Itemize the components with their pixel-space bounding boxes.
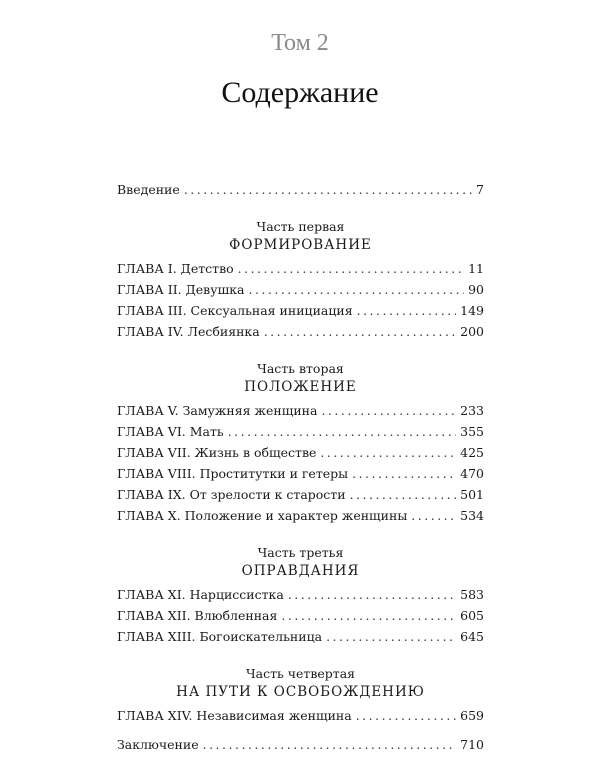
dot-leader [264,326,456,339]
toc-entry-label: ГЛАВА I. Детство [117,261,234,276]
part-heading [117,221,484,263]
toc-entry-introduction[interactable] [117,184,484,205]
toc-entry-label: ГЛАВА X. Положение и характер женщины [117,508,408,523]
toc-entry-label: Заключение [117,737,199,752]
part-title: ОПРАВДАНИЯ [241,563,360,579]
toc-entry-page: 11 [468,261,484,276]
toc-entry-page: 470 [460,466,484,481]
toc-entry-label: ГЛАВА XIV. Независимая женщина [117,708,352,723]
toc-entry-page: 90 [468,282,484,297]
toc-entry-page: 425 [460,445,484,460]
dot-leader [326,631,456,644]
toc-entry-chapter[interactable] [117,589,484,610]
toc-entry-label: ГЛАВА II. Девушка [117,282,245,297]
dot-leader [238,263,464,276]
dot-leader [320,447,456,460]
toc-entry-chapter[interactable] [117,468,484,489]
dot-leader [228,426,456,439]
toc-entry-page: 645 [460,629,484,644]
toc-entry-chapter[interactable] [117,710,484,731]
toc-entry-chapter[interactable] [117,631,484,652]
toc-entry-label: ГЛАВА VII. Жизнь в обществе [117,445,317,460]
toc-entry-label: ГЛАВА IX. От зрелости к старости [117,487,346,502]
toc-entry-page: 659 [460,708,484,723]
toc-entry-label: ГЛАВА IV. Лесбиянка [117,324,260,339]
toc-entry-label: ГЛАВА XIII. Богоискательница [117,629,323,644]
toc-entry-label: Введение [117,182,180,197]
table-of-contents [117,184,484,760]
part-label: Часть первая [256,219,345,234]
toc-entry-page: 583 [460,587,484,602]
dot-leader [248,284,464,297]
dot-leader [184,184,472,197]
part-heading [117,668,484,710]
toc-entry-page: 200 [460,324,484,339]
dot-leader [411,510,456,523]
dot-leader [352,468,456,481]
part-label: Часть четвертая [245,666,356,681]
toc-entry-label: ГЛАВА XII. Влюбленная [117,608,278,623]
toc-entry-page: 534 [460,508,484,523]
part-label: Часть третья [257,545,344,560]
toc-entry-chapter[interactable] [117,326,484,347]
toc-entry-chapter[interactable] [117,426,484,447]
part-heading [117,547,484,589]
toc-entry-page: 149 [460,303,484,318]
part-title: НА ПУТИ К ОСВОБОЖДЕНИЮ [176,684,425,700]
toc-entry-page: 233 [460,403,484,418]
volume-label: Том 2 [271,30,329,56]
dot-leader [288,589,456,602]
dot-leader [281,610,456,623]
toc-entry-chapter[interactable] [117,305,484,326]
toc-entry-label: ГЛАВА V. Замужняя женщина [117,403,318,418]
toc-entry-page: 355 [460,424,484,439]
dot-leader [357,305,457,318]
toc-entry-label: ГЛАВА VIII. Проститутки и гетеры [117,466,349,481]
part-heading [117,363,484,405]
toc-entry-page: 605 [460,608,484,623]
dot-leader [321,405,456,418]
part-title: ПОЛОЖЕНИЕ [244,379,357,395]
part-title: ФОРМИРОВАНИЕ [229,237,372,253]
toc-entry-label: ГЛАВА VI. Мать [117,424,224,439]
toc-entry-chapter[interactable] [117,610,484,631]
toc-entry-chapter[interactable] [117,263,484,284]
toc-entry-chapter[interactable] [117,405,484,426]
dot-leader [356,710,456,723]
dot-leader [350,489,457,502]
toc-entry-chapter[interactable] [117,447,484,468]
toc-entry-page: 7 [476,182,484,197]
toc-entry-chapter[interactable] [117,510,484,531]
toc-entry-chapter[interactable] [117,284,484,305]
page-title: Содержание [221,76,379,109]
toc-entry-page: 501 [460,487,484,502]
toc-entry-label: ГЛАВА III. Сексуальная инициация [117,303,353,318]
toc-entry-label: ГЛАВА XI. Нарциссистка [117,587,284,602]
toc-entry-page: 710 [460,737,484,752]
part-label: Часть вторая [257,361,344,376]
toc-entry-chapter[interactable] [117,489,484,510]
